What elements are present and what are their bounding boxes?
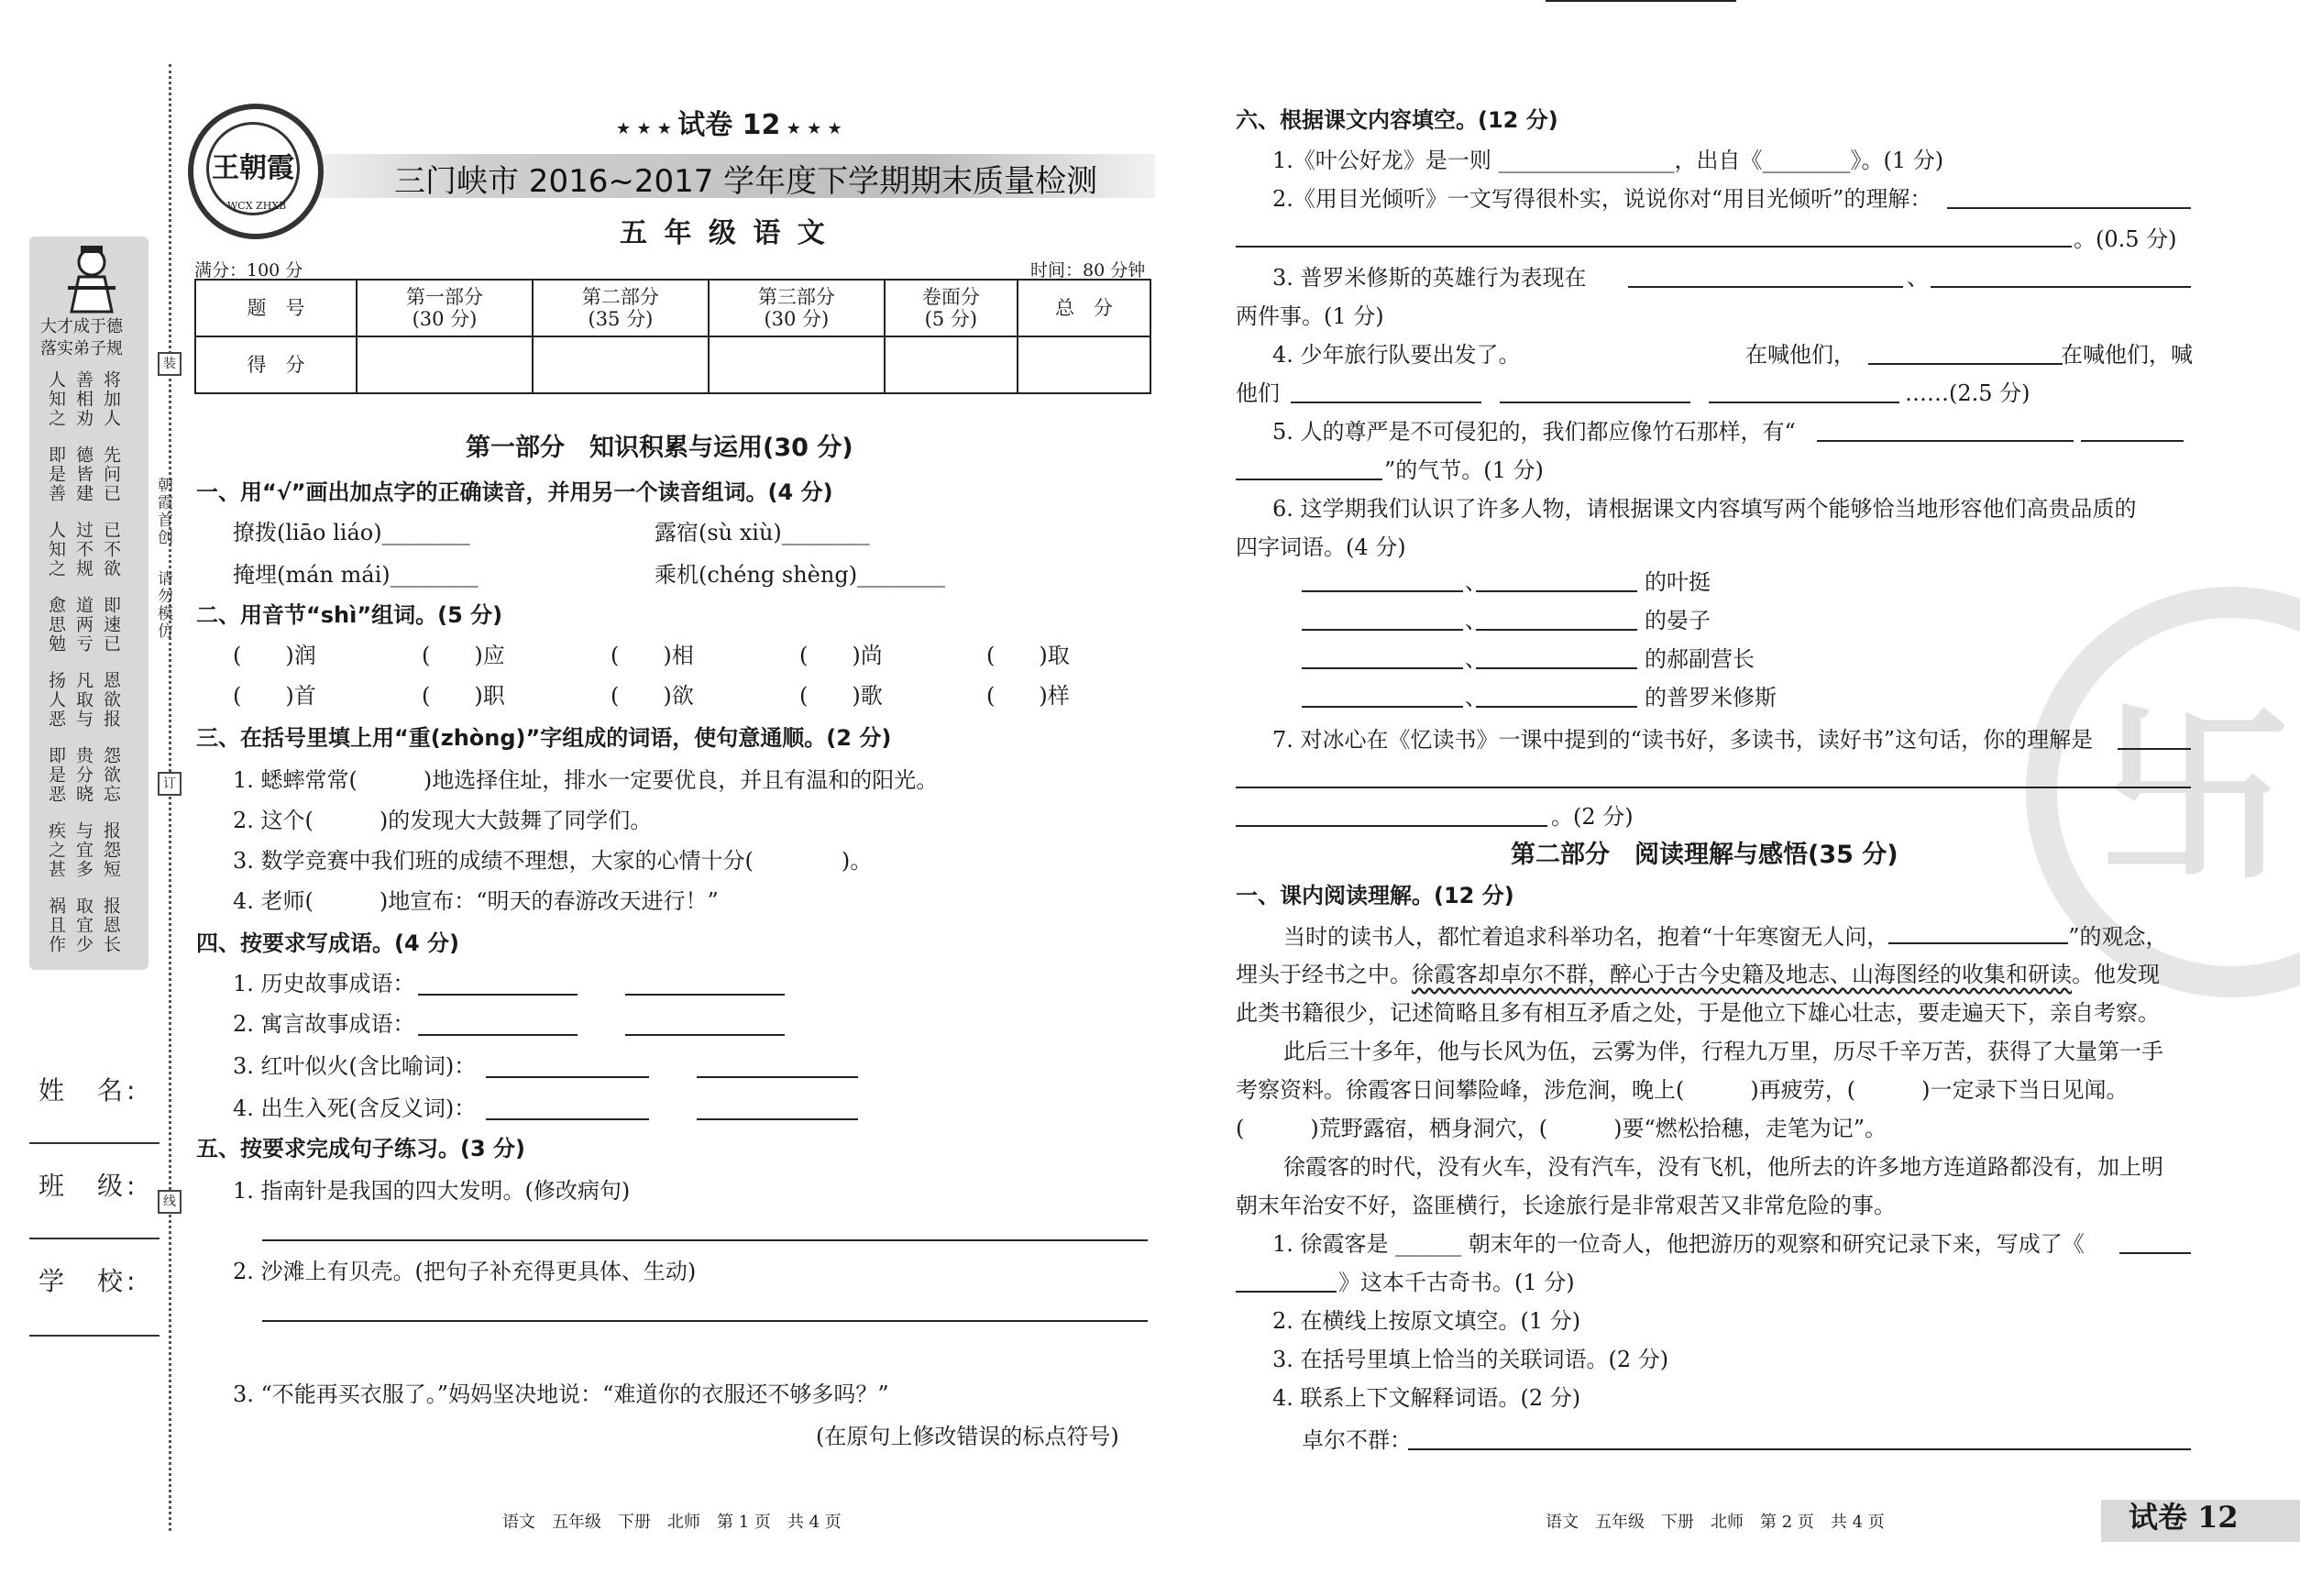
q2-title: 二、用音节“shì”组词。(5 分) — [196, 602, 503, 628]
motto-column: 人知之 — [46, 370, 66, 428]
q4-3-blank-a[interactable] — [486, 1076, 649, 1078]
q4-1-blank-a[interactable] — [418, 994, 578, 996]
motto-column: 道两亏 — [73, 596, 94, 654]
logo-sub: WCX ZHXB — [227, 200, 287, 212]
motto-column: 人知之 — [46, 521, 66, 578]
q6-6-label: 的郝副营长 — [1645, 646, 1755, 672]
q1-item-1[interactable]: 撩拨(liāo liáo)________ — [233, 520, 470, 545]
footer-badge-text: 试卷 12 — [2129, 1500, 2239, 1535]
q6-6-label: 的叶挺 — [1645, 569, 1711, 595]
q6-6-blank[interactable] — [1302, 590, 1463, 592]
q6-6-separator: 、 — [1465, 685, 1487, 710]
q6-6-blank[interactable] — [1302, 629, 1463, 631]
q6-2-blank-b[interactable] — [1236, 246, 2072, 248]
full-score: 满分：100 分 — [194, 260, 303, 281]
motto-column: 祸且作 — [46, 897, 66, 954]
q5-item-3[interactable]: 3. “不能再买衣服了。”妈妈坚决地说：“难道你的衣服还不够多吗？” — [233, 1381, 889, 1407]
q6-6-blank[interactable] — [1476, 629, 1637, 631]
q2-r2-4[interactable]: ( )歌 — [799, 683, 883, 709]
q6-6-blank[interactable] — [1476, 667, 1637, 669]
score-header-1: 第一部分 (30 分) — [357, 280, 533, 336]
q5-2-answer-line[interactable] — [262, 1320, 1148, 1322]
school-label: 学 校: — [39, 1266, 139, 1296]
motto-column: 扬人恶 — [46, 671, 66, 729]
q6-item-4-c: 在喊他们，喊 — [2061, 342, 2193, 368]
r1-title: 一、课内阅读理解。(12 分) — [1236, 883, 1514, 908]
q6-7-blank-a[interactable] — [2118, 748, 2191, 750]
score-row-label: 得 分 — [195, 336, 357, 393]
q4-2-blank-a[interactable] — [418, 1034, 578, 1036]
passage-p2-a: 此后三十多年，他与长风为伍，云雾为伴，行程九万里，历尽千辛万苦，获得了大量第一手 — [1283, 1039, 2163, 1064]
score-cell-3[interactable] — [709, 336, 885, 393]
q6-item-2-score: 。(0.5 分) — [2074, 226, 2177, 252]
passage-blank[interactable] — [1888, 922, 2068, 944]
q5-item-3-note: (在原句上修改错误的标点符号) — [816, 1424, 1119, 1449]
q6-4-blank-d[interactable] — [1500, 402, 1690, 403]
q6-item-5-end: ”的气节。(1 分) — [1384, 457, 1544, 483]
rq1-blank-b[interactable] — [1236, 1291, 1337, 1293]
q2-r1-5[interactable]: ( )取 — [986, 643, 1070, 668]
q3-item-1[interactable]: 1. 蟋蟀常常( )地选择住址，排水一定要优良，并且有温和的阳光。 — [233, 767, 939, 793]
q2-r2-1[interactable]: ( )首 — [233, 683, 316, 709]
q1-item-3[interactable]: 掩埋(mán mái)________ — [233, 562, 479, 588]
motto-title-1: 大才成于德 — [40, 317, 123, 336]
q2-r1-2[interactable]: ( )应 — [422, 643, 505, 668]
q4-4-blank-b[interactable] — [697, 1118, 858, 1120]
q6-6-blank[interactable] — [1476, 706, 1637, 708]
score-cell-2[interactable] — [533, 336, 709, 393]
q6-7-blank-b[interactable] — [1236, 787, 2191, 788]
q6-item-3-sep: 、 — [1907, 265, 1929, 291]
motto-title-2: 落实弟子规 — [40, 339, 123, 358]
bind-mark-3: 线 — [158, 1190, 182, 1214]
rq3: 3. 在括号里填上恰当的关联词语。(2 分) — [1272, 1347, 1669, 1372]
q4-4-blank-a[interactable] — [486, 1118, 649, 1120]
q6-item-4-e: ……(2.5 分) — [1905, 380, 2030, 406]
logo-text: 王朝霞 — [206, 122, 300, 215]
right-footer: 语文 五年级 下册 北师 第 2 页 共 4 页 — [1546, 1513, 1885, 1532]
q6-6-blank[interactable] — [1302, 667, 1463, 669]
left-footer: 语文 五年级 下册 北师 第 1 页 共 4 页 — [502, 1513, 842, 1532]
motto-column: 已不欲 — [101, 521, 121, 578]
passage-p3-a: 徐霞客的时代，没有火车，没有汽车，没有飞机，他所去的许多地方连道路都没有，加上明 — [1283, 1154, 2163, 1180]
part2-title: 第二部分 阅读理解与感悟(35 分) — [1511, 841, 1898, 869]
q4-2-blank-b[interactable] — [625, 1034, 785, 1036]
star-decoration-icon: ★ ★ ★ — [616, 119, 678, 138]
motto-column: 报怨短 — [101, 821, 121, 879]
motto-column: 德皆建 — [73, 446, 94, 503]
q6-item-1[interactable]: 1.《叶公好龙》是一则 ________________，出自《________》。(1 分) — [1272, 148, 1944, 173]
q2-r2-5[interactable]: ( )样 — [986, 683, 1070, 709]
motto-column: 将加人 — [101, 370, 121, 428]
q3-item-3[interactable]: 3. 数学竞赛中我们班的成绩不理想，大家的心情十分( )。 — [233, 848, 873, 874]
motto-column: 过不规 — [73, 521, 94, 578]
q6-5-blank-a[interactable] — [1817, 440, 2074, 442]
school-field[interactable] — [29, 1335, 160, 1337]
q2-r2-3[interactable]: ( )欲 — [611, 683, 694, 709]
q6-4-blank-e[interactable] — [1709, 402, 1899, 403]
q2-r1-3[interactable]: ( )相 — [611, 643, 694, 668]
score-header-5: 总 分 — [1018, 280, 1150, 336]
motto-column: 先问已 — [101, 446, 121, 503]
q6-2-blank-a[interactable] — [1947, 207, 2191, 209]
motto-column: 报恩长 — [101, 897, 121, 954]
q2-r1-1[interactable]: ( )润 — [233, 643, 316, 668]
q6-item-5: 5. 人的尊严是不可侵犯的，我们都应像竹石那样，有“ — [1272, 419, 1796, 445]
motto-column: 取宜少 — [73, 897, 94, 954]
class-label: 班 级: — [39, 1171, 139, 1201]
q4-item-1: 1. 历史故事成语： — [233, 971, 415, 996]
passage-p1-c: 此类书籍很少，记述简略且多有相互矛盾之处，于是他立下雄心壮志，要走遍天下，亲自考察。 — [1236, 1000, 2160, 1026]
watermark-glyph-icon: 卐 — [2099, 684, 2293, 908]
motto-column: 即速已 — [101, 596, 121, 654]
exam-time: 时间：80 分钟 — [1030, 260, 1146, 281]
motto-column: 怨欲忘 — [101, 746, 121, 804]
rq2: 2. 在横线上按原文填空。(1 分) — [1272, 1308, 1581, 1334]
q6-7-blank-c[interactable] — [1236, 825, 1547, 827]
brand-vertical-text: 朝霞首创 — [154, 477, 172, 546]
q2-r2-2[interactable]: ( )职 — [422, 683, 505, 709]
rq1-blank-a[interactable] — [2119, 1252, 2191, 1254]
rq1[interactable]: 1. 徐霞客是 ______ 朝末年的一位奇人，他把游历的观察和研究记录下来，写成了《 — [1272, 1231, 2085, 1257]
q6-item-4-d: 他们 — [1236, 380, 1280, 406]
motto-column: 即是善 — [46, 446, 66, 503]
part1-title: 第一部分 知识积累与运用(30 分) — [466, 434, 853, 462]
passage-wavy-sentence: 徐霞客却卓尔不群，醉心于古今史籍及地志、山海图经的收集和研读 — [1412, 962, 2072, 987]
score-table — [194, 279, 1151, 394]
motto-column: 愈思勉 — [46, 596, 66, 654]
q6-item-4: 4. 少年旅行队要出发了。 — [1272, 342, 1521, 368]
rq4-term: 卓尔不群： — [1302, 1427, 1412, 1453]
passage-p2-b[interactable]: 考察资料。徐霞客日间攀险峰，涉危涧，晚上( )再疲劳，( )一定录下当日见闻。 — [1236, 1077, 2129, 1103]
q6-6-separator: 、 — [1465, 608, 1487, 633]
q6-6-label: 的晏子 — [1645, 608, 1711, 633]
q6-6-blank[interactable] — [1302, 706, 1463, 708]
q5-item-2: 2. 沙滩上有贝壳。(把句子补充得更具体、生动) — [233, 1259, 697, 1284]
q6-6-blank[interactable] — [1476, 590, 1637, 592]
motto-column: 即是恶 — [46, 746, 66, 804]
q6-4-blank-b[interactable] — [1868, 363, 2063, 365]
q3-title: 三、在括号里填上用“重(zhòng)”字组成的词语，使句意通顺。(2 分) — [196, 725, 892, 751]
score-cell-4[interactable] — [885, 336, 1018, 393]
q5-item-1: 1. 指南针是我国的四大发明。(修改病句) — [233, 1178, 631, 1204]
class-field[interactable] — [29, 1238, 160, 1239]
q3-item-2[interactable]: 2. 这个( )的发现大大鼓舞了同学们。 — [233, 808, 653, 833]
q4-3-blank-b[interactable] — [697, 1076, 858, 1078]
q6-5-blank-c[interactable] — [1236, 479, 1382, 480]
q6-5-blank-b[interactable] — [2081, 440, 2184, 442]
score-header-2: 第二部分 (35 分) — [533, 280, 709, 336]
subject-title: 五 年 级 语 文 — [620, 217, 829, 249]
q1-item-4[interactable]: 乘机(chéng shèng)________ — [655, 562, 946, 588]
motto-column: 与宜多 — [73, 821, 94, 879]
passage-p1-b: 埋头于经书之中。徐霞客却卓尔不群，醉心于古今史籍及地志、山海图经的收集和研读。他发现 — [1236, 962, 2160, 987]
q4-item-3: 3. 红叶似火(含比喻词)： — [233, 1053, 477, 1079]
bind-mark-1: 装 — [158, 352, 182, 376]
score-cell-total[interactable] — [1018, 336, 1150, 393]
passage-p3-b: 朝末年治安不好，盗匪横行，长途旅行是非常艰苦又非常危险的事。 — [1236, 1193, 1896, 1218]
q6-item-2: 2.《用目光倾听》一文写得很朴实，说说你对“用目光倾听”的理解： — [1272, 186, 1932, 212]
q6-item-7: 7. 对冰心在《忆读书》一课中提到的“读书好，多读书，读好书”这句话，你的理解是 — [1272, 727, 2094, 753]
q1-title: 一、用“√”画出加点字的正确读音，并用另一个读音组词。(4 分) — [196, 479, 833, 505]
score-header-0: 题 号 — [195, 280, 357, 336]
motto-column: 善相劝 — [73, 370, 94, 428]
q5-title: 五、按要求完成句子练习。(3 分) — [196, 1136, 525, 1161]
bind-mark-2: 订 — [158, 772, 182, 796]
star-decoration-icon: ★ ★ ★ — [780, 119, 842, 138]
q4-item-4: 4. 出生入死(含反义词)： — [233, 1095, 477, 1121]
q1-item-2[interactable]: 露宿(sù xiù)________ — [655, 520, 870, 545]
q6-6-separator: 、 — [1465, 646, 1487, 672]
motto-column: 疾之甚 — [46, 821, 66, 879]
motto-column: 恩欲报 — [101, 671, 121, 729]
rq4: 4. 联系上下文解释词语。(2 分) — [1272, 1385, 1581, 1411]
score-header-3: 第三部分 (30 分) — [709, 280, 885, 336]
binding-line — [169, 64, 171, 1531]
q6-4-blank-a[interactable] — [1546, 0, 1736, 2]
q6-item-3: 3. 普罗米修斯的英雄行为表现在 — [1272, 265, 1587, 291]
motto-column: 贵分晓 — [73, 746, 94, 804]
q6-title: 六、根据课文内容填空。(12 分) — [1236, 107, 1558, 133]
q6-6-label: 的普罗米修斯 — [1645, 685, 1777, 710]
q6-item-6-b: 四字词语。(4 分) — [1236, 534, 1406, 560]
passage-p1-a: 当时的读书人，都忙着追求科举功名，抱着“十年寒窗无人问， ”的观念， — [1283, 924, 2168, 950]
q4-1-blank-b[interactable] — [625, 994, 785, 996]
q4-title: 四、按要求写成语。(4 分) — [196, 930, 459, 956]
name-field[interactable] — [29, 1142, 160, 1144]
q2-r1-4[interactable]: ( )尚 — [799, 643, 883, 668]
copyright-vertical-text: 请勿模仿 — [154, 570, 172, 640]
q6-item-3-end: 两件事。(1 分) — [1236, 303, 1384, 329]
q6-item-6: 6. 这学期我们认识了许多人物，请根据课文内容填写两个能够恰当地形容他们高贵品质的 — [1272, 496, 2137, 522]
motto-column: 凡取与 — [73, 671, 94, 729]
paper-number: ★ ★ ★ 试卷 12 ★ ★ ★ — [616, 109, 842, 141]
name-label: 姓 名: — [39, 1075, 139, 1106]
score-header-4: 卷面分 (5 分) — [885, 280, 1018, 336]
q5-1-answer-line[interactable] — [262, 1239, 1148, 1241]
rq4-answer-line[interactable] — [1408, 1448, 2191, 1450]
q6-item-7-end: 。(2 分) — [1551, 804, 1634, 830]
q6-3-blank-a[interactable] — [1628, 286, 1903, 288]
q6-item-4-b: 在喊他们， — [1745, 342, 1855, 368]
q6-3-blank-b[interactable] — [1931, 286, 2191, 288]
scholar-illustration — [55, 240, 128, 314]
q4-item-2: 2. 寓言故事成语： — [233, 1011, 415, 1037]
score-cell-1[interactable] — [357, 336, 533, 393]
passage-p2-c[interactable]: ( )荒野露宿，栖身洞穴，( )要“燃松拾穗，走笔为记”。 — [1236, 1116, 1887, 1141]
q6-6-separator: 、 — [1465, 569, 1487, 595]
q6-4-blank-c[interactable] — [1291, 402, 1481, 403]
exam-title: 三门峡市 2016~2017 学年度下学期期末质量检测 — [394, 163, 1098, 200]
q3-item-4[interactable]: 4. 老师( )地宣布：“明天的春游改天进行！” — [233, 888, 719, 914]
rq1-end: 》这本千古奇书。(1 分) — [1338, 1270, 1575, 1295]
